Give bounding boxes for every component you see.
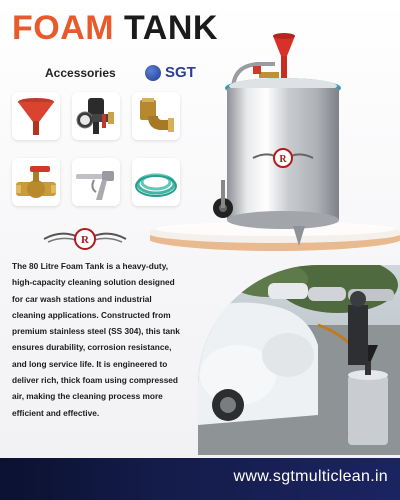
elbow-fitting-icon: [132, 92, 180, 140]
page-title: [12, 10, 218, 46]
accessory-spray-gun: [72, 158, 120, 206]
hose-icon: [132, 158, 180, 206]
svg-text:R: R: [279, 154, 287, 165]
accessory-regulator: [72, 92, 120, 140]
regulator-icon: [72, 92, 120, 140]
globe-icon: [145, 65, 161, 81]
accessory-funnel: [12, 92, 60, 140]
footer-bar: [0, 458, 400, 500]
car-wash-photo: [198, 265, 400, 455]
foam-tank-image: [195, 30, 355, 250]
accessory-elbow: [132, 92, 180, 140]
product-description: The 80 Litre Foam Tank is a heavy-duty, high-capacity cleaning solution designed for car wash stations and industrial cleaning applications. Constructed from premium stainless steel (SS 304), this tank ensures durability, corrosion resistance, and long service life. It is engineered to deliver rich, thick foam using compressed air, making the cleaning process more efficient and effective.: [12, 261, 180, 418]
funnel-icon: [12, 92, 60, 140]
title-tank: TANK: [124, 9, 218, 47]
accessory-ball-valve: [12, 158, 60, 206]
ball-valve-icon: [12, 158, 60, 206]
website-link[interactable]: www.sgtmulticlean.in: [233, 468, 388, 485]
accessory-hose: [132, 158, 180, 206]
accessories-heading: Accessories: [45, 66, 116, 80]
spray-gun-icon: [72, 158, 120, 206]
title-foam: FOAM: [12, 9, 115, 47]
svg-text:R: R: [81, 234, 89, 246]
brand-logo-text: SGT: [165, 64, 196, 81]
brand-emblem: [40, 226, 130, 252]
